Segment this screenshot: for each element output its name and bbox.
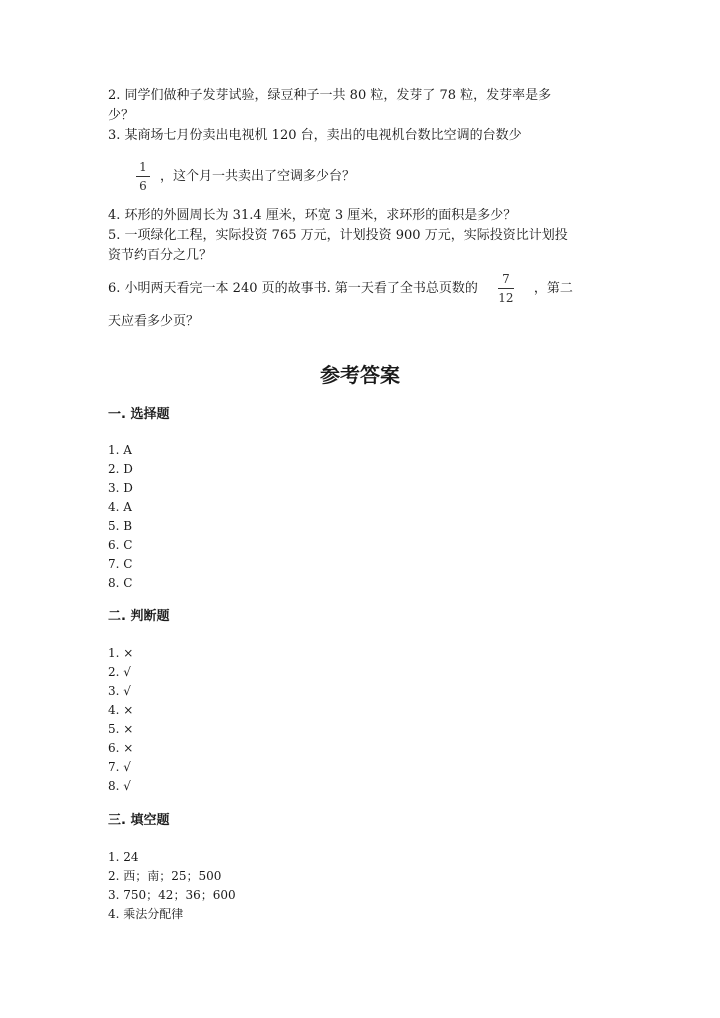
- list-item: 4. 乘法分配律: [108, 907, 184, 921]
- list-item: 3. D: [108, 481, 133, 495]
- fraction-denominator: 12: [498, 291, 514, 305]
- list-item: 2. √: [108, 665, 131, 679]
- fraction-numerator: 7: [502, 272, 510, 286]
- answers-title: 参考答案: [320, 363, 400, 387]
- section-3-title: 三. 填空题: [108, 813, 170, 828]
- list-item: 6. C: [108, 538, 133, 552]
- fraction-bar: [498, 288, 514, 289]
- list-item: 2. 西；南；25；500: [108, 869, 222, 883]
- question-3-text-end: ，这个月一共卖出了空调多少台？: [160, 168, 356, 184]
- question-6-text-start: 6. 小明两天看完一本 240 页的故事书. 第一天看了全书总页数的: [108, 280, 478, 296]
- list-item: 2. D: [108, 462, 133, 476]
- fraction-bar: [136, 176, 150, 177]
- list-item: 1. A: [108, 443, 132, 457]
- question-6-line-2: 天应看多少页？: [108, 314, 200, 329]
- question-3-line-1: 3. 某商场七月份卖出电视机 120 台，卖出的电视机台数比空调的台数少: [108, 128, 522, 143]
- list-item: 5. ×: [108, 722, 134, 736]
- list-item: 3. 750；42；36；600: [108, 888, 236, 902]
- question-5-line-2: 资节约百分之几？: [108, 248, 213, 263]
- list-item: 4. ×: [108, 703, 134, 717]
- section-3-list: [108, 848, 236, 924]
- list-item: 6. ×: [108, 741, 134, 755]
- question-4: 4. 环形的外圆周长为 31.4 厘米，环宽 3 厘米，求环形的面积是多少？: [108, 208, 517, 223]
- list-item: 1. ×: [108, 646, 134, 660]
- question-2-line-2: 少？: [108, 108, 135, 123]
- fraction-numerator: 1: [139, 160, 147, 174]
- list-item: 5. B: [108, 519, 133, 533]
- list-item: 7. C: [108, 557, 133, 571]
- list-item: 8. √: [108, 779, 131, 793]
- section-1-title: 一. 选择题: [108, 407, 170, 422]
- list-item: 4. A: [108, 500, 132, 514]
- fraction-seven-twelfths: [498, 272, 514, 305]
- section-2-title: 二. 判断题: [108, 609, 170, 624]
- fraction-one-sixth: [136, 160, 150, 193]
- list-item: 7. √: [108, 760, 131, 774]
- fraction-denominator: 6: [139, 179, 147, 193]
- list-item: 3. √: [108, 684, 131, 698]
- list-item: 1. 24: [108, 850, 139, 864]
- question-5-line-1: 5. 一项绿化工程，实际投资 765 万元，计划投资 900 万元，实际投资比计划投: [108, 228, 568, 243]
- question-2-line-1: 2. 同学们做种子发芽试验，绿豆种子一共 80 粒，发芽了 78 粒，发芽率是多: [108, 88, 552, 103]
- section-2-list: [108, 644, 133, 796]
- question-6-line-1: [108, 272, 573, 305]
- list-item: 8. C: [108, 576, 133, 590]
- question-3-line-2: [126, 160, 355, 193]
- section-1-list: [108, 441, 133, 593]
- question-6-text-end: ，第二: [533, 280, 573, 296]
